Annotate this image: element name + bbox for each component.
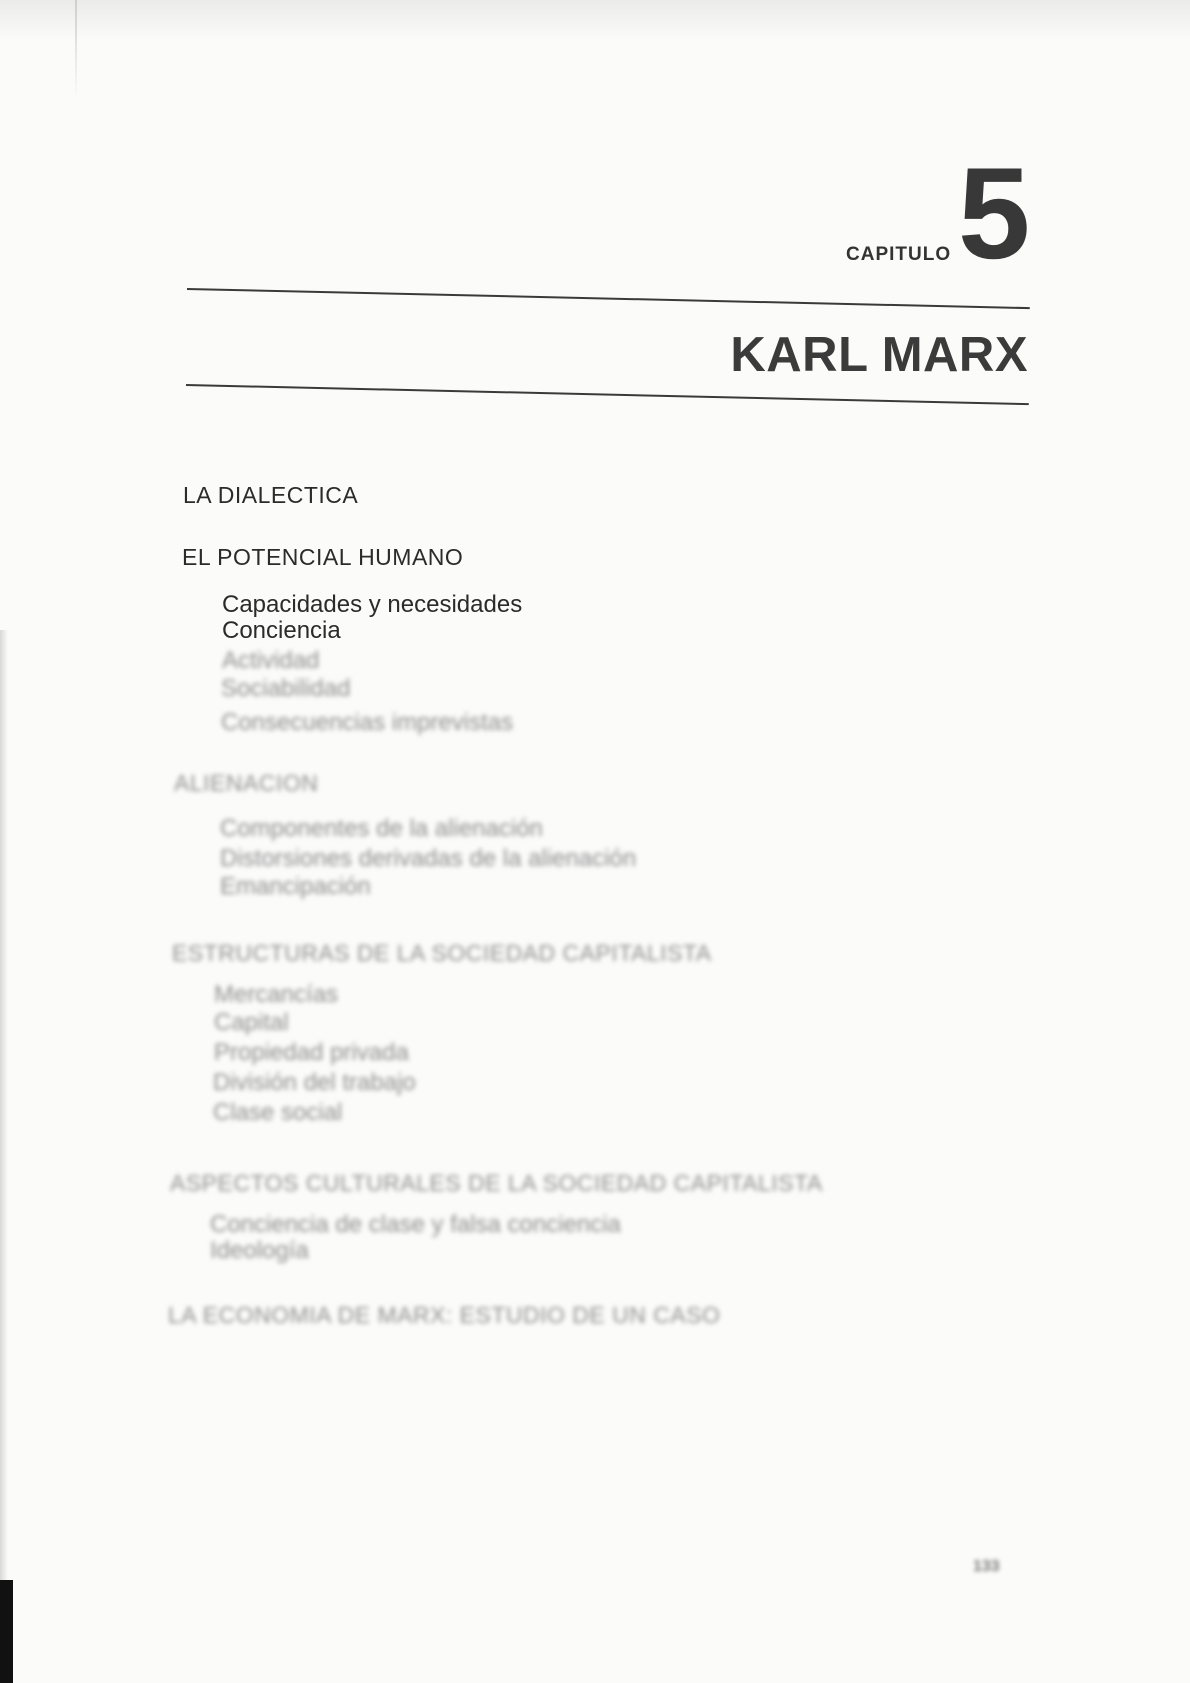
outline-item: Distorsiones derivadas de la alienación	[220, 845, 637, 872]
outline-item: Clase social	[213, 1099, 343, 1126]
outline-item: Emancipación	[220, 873, 371, 900]
outline-item: Actividad	[222, 647, 320, 674]
page-number: 133	[973, 1558, 1000, 1575]
outline-item: Consecuencias imprevistas	[221, 709, 514, 736]
outline-item: Sociabilidad	[221, 675, 351, 702]
chapter-label: CAPITULO	[846, 244, 952, 265]
outline-item: División del trabajo	[213, 1069, 416, 1096]
outline-item: Propiedad privada	[214, 1039, 409, 1066]
chapter-title: KARL MARX	[730, 328, 1028, 382]
outline-heading: LA DIALECTICA	[183, 482, 359, 508]
outline-heading: EL POTENCIAL HUMANO	[182, 544, 464, 570]
outline-heading: ALIENACION	[174, 770, 319, 796]
outline-item: Ideología	[210, 1237, 309, 1264]
outline-item: Conciencia	[222, 617, 341, 644]
outline-item: Mercancías	[214, 981, 339, 1008]
outline-item: Capacidades y necesidades	[222, 591, 523, 618]
outline-item: Conciencia de clase y falsa conciencia	[210, 1211, 621, 1238]
chapter-number: 5	[958, 140, 1031, 286]
outline-heading: ASPECTOS CULTURALES DE LA SOCIEDAD CAPITALISTA	[170, 1170, 823, 1196]
outline-heading: LA ECONOMIA DE MARX: ESTUDIO DE UN CASO	[168, 1302, 721, 1328]
outline-item: Capital	[214, 1009, 289, 1036]
outline-item: Componentes de la alienación	[220, 815, 543, 842]
outline-heading: ESTRUCTURAS DE LA SOCIEDAD CAPITALISTA	[172, 940, 712, 966]
